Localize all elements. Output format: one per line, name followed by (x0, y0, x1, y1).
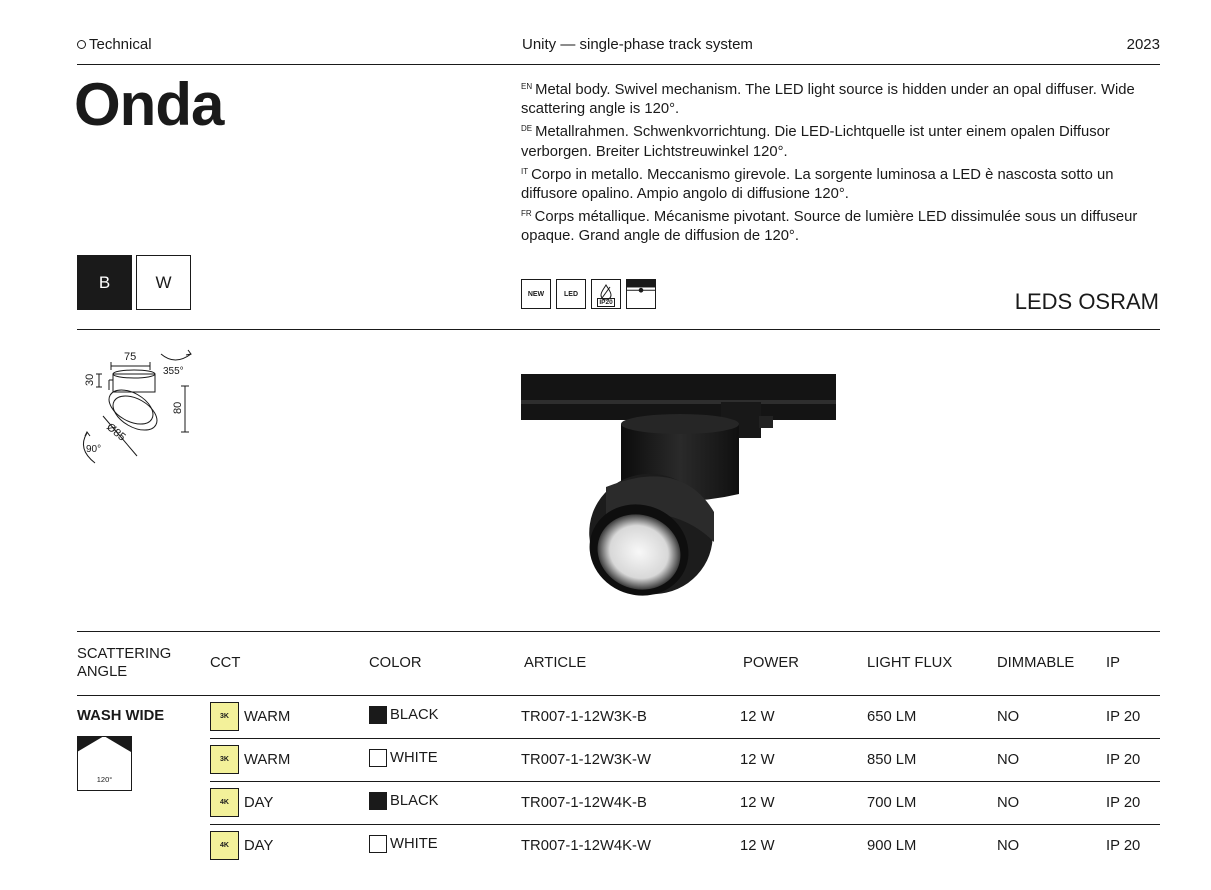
article-cell: TR007-1-12W3K-B (521, 695, 740, 738)
cct-cell: 3K WARM (210, 695, 369, 738)
flux-cell: 700 LM (867, 781, 997, 824)
cct-code: 3K (210, 702, 239, 731)
dimension-drawing (75, 346, 200, 471)
page-header (77, 36, 1160, 54)
power-cell: 12 W (740, 738, 867, 781)
header-color: COLOR (369, 632, 521, 695)
spec-table (77, 632, 1160, 867)
description-de: $^{DE}$ Metallrahmen. Schwenkvorrichtung. Die LED-Lichtquelle ist unter einem opalen Diffusor verborgen. Breiter Lichtstreuwinkel 120°. (521, 124, 1110, 160)
swatch-black: B (77, 255, 132, 310)
color-swatch (369, 706, 387, 724)
dim-diameter: Ø85 (104, 421, 128, 444)
cct-code: 4K (210, 788, 239, 817)
flux-cell: 900 LM (867, 837, 917, 854)
dimmable-cell: NO (997, 837, 1020, 854)
product-descriptions (521, 77, 1161, 247)
header-light-flux: LIGHT FLUX (867, 632, 997, 695)
dimmable-cell: NO (997, 781, 1106, 824)
color-swatch (369, 792, 387, 810)
header-dimmable: DIMMABLE (997, 632, 1106, 695)
table-header-row (77, 632, 1160, 695)
power-cell: 12 W (740, 781, 867, 824)
cct-code: 4K (210, 831, 239, 860)
swatch-white: W (136, 255, 191, 310)
angle-name: WASH WIDE (77, 707, 165, 724)
color-cell: BLACK (369, 695, 521, 738)
table-row (77, 824, 1160, 867)
color-cell: WHITE (369, 738, 521, 781)
dim-rotation: 355° (163, 366, 184, 377)
table-row (77, 695, 1160, 738)
description-it: $^{IT}$ Corpo in metallo. Meccanismo girevole. La sorgente luminosa a LED è nascosta sotto un diffusore opalino. Ampio angolo di diffusione 120°. (521, 166, 1114, 203)
scattering-angle-cell (77, 695, 210, 867)
header-ip: IP (1106, 632, 1160, 695)
cct-code: 3K (210, 745, 239, 774)
description-en: $^{EN}$ Metal body. Swivel mechanism. The LED light source is hidden under an opal diffuser. Wide scattering angle is 120°. (521, 82, 1135, 118)
header-scattering-angle: SCATTERING ANGLE (77, 632, 210, 695)
track-mount-icon (626, 279, 656, 309)
dim-height-total: 80 (172, 401, 184, 414)
color-cell: WHITE (369, 824, 521, 867)
description-fr: $^{FR}$ Corps métallique. Mécanisme pivotant. Source de lumière LED dissimulée sous un diffuseur opaque. Grand angle de diffusion de 120°. (521, 209, 1138, 245)
ip-badge: IP20 (591, 279, 621, 309)
section-divider (77, 329, 1160, 330)
leds-brand: LEDS OSRAM (1014, 289, 1159, 314)
color-cell: BLACK (369, 781, 521, 824)
ip-cell: IP 20 (1106, 695, 1160, 738)
section-label (77, 36, 152, 53)
series-title: Unity — single-phase track system (522, 36, 753, 53)
led-badge: LED (556, 279, 586, 309)
dim-height-small: 30 (84, 373, 96, 386)
ip-cell: IP 20 (1106, 738, 1160, 781)
header-divider (77, 64, 1160, 65)
header-cct: CCT (210, 632, 369, 695)
feature-badges (521, 279, 656, 309)
header-power: POWER (740, 632, 867, 695)
color-swatch (369, 749, 387, 767)
year-label: 2023 (1126, 36, 1160, 53)
flux-cell: 850 LM (867, 738, 997, 781)
ip-cell: IP 20 (1106, 781, 1160, 824)
cct-cell: 4K DAY (210, 824, 369, 867)
dim-width: 75 (124, 351, 137, 363)
color-swatch (369, 835, 387, 853)
cct-cell: 4K DAY (210, 781, 369, 824)
new-badge: NEW (521, 279, 551, 309)
dim-tilt: 90° (86, 444, 102, 455)
water-drop-icon (599, 284, 613, 300)
flux-cell: 650 LM (867, 695, 997, 738)
dimmable-cell: NO (997, 738, 1106, 781)
table-row (77, 781, 1160, 824)
power-cell: 12 W (740, 695, 867, 738)
section-text: Technical (89, 36, 152, 53)
circle-icon (77, 40, 86, 49)
power-cell: 12 W (740, 837, 775, 854)
beam-angle-icon: 120° (77, 736, 132, 791)
article-cell: TR007-1-12W3K-W (521, 738, 740, 781)
product-photo (521, 372, 841, 602)
header-article: ARTICLE (521, 632, 740, 695)
article-cell: TR007-1-12W4K-B (521, 781, 740, 824)
article-cell: TR007-1-12W4K-W (521, 837, 651, 854)
ip-cell: IP 20 (1106, 837, 1141, 854)
dimmable-cell: NO (997, 695, 1106, 738)
product-title: Onda (74, 71, 224, 138)
table-row (77, 738, 1160, 781)
cct-cell: 3K WARM (210, 738, 369, 781)
